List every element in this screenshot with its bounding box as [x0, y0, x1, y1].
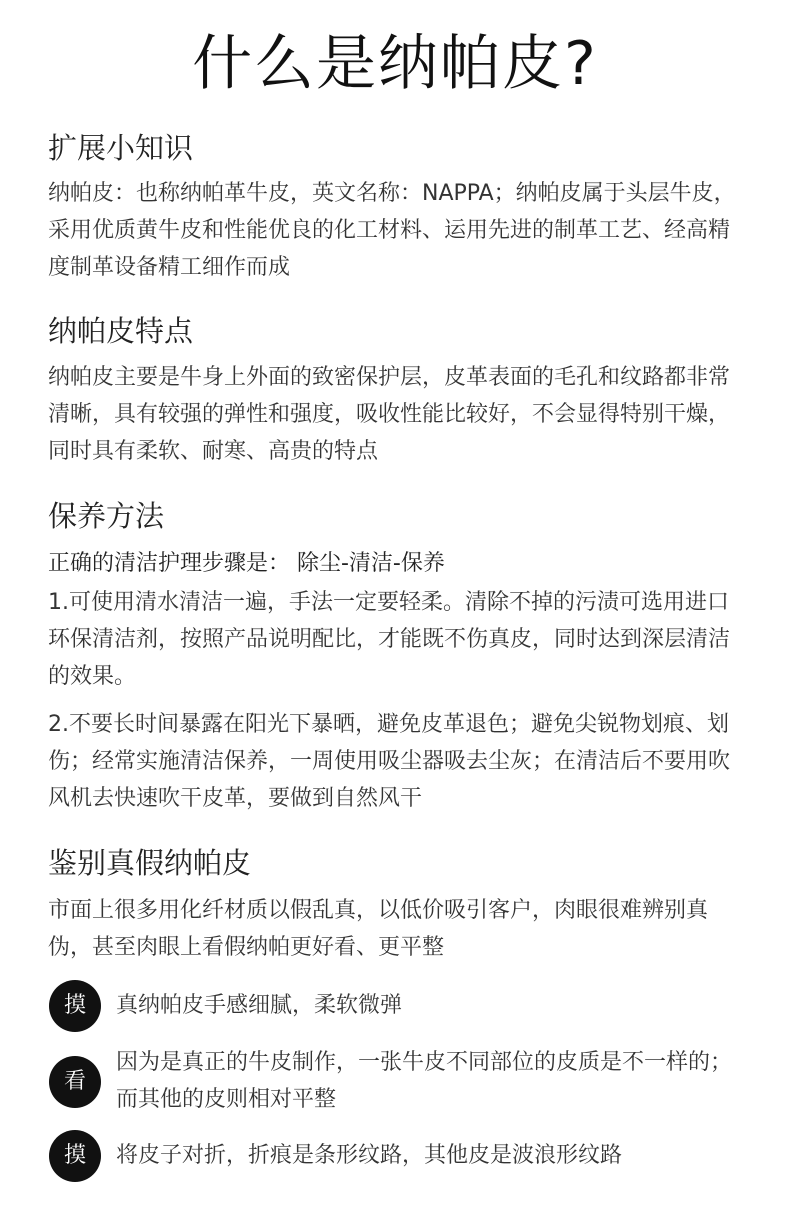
section-heading-knowledge: 扩展小知识 — [48, 131, 194, 165]
touch-badge: 摸 — [49, 980, 101, 1032]
maintenance-paragraph-1: 1.可使用清水清洁一遍，手法一定要轻柔。清除不掉的污渍可选用进口环保清洁剂，按照产品说明配比，才能既不伤真皮，同时达到深层清洁的效果。 — [48, 590, 731, 689]
cleaning-steps-label: 正确的清洁护理步骤是： 除尘-清洁-保养 — [48, 551, 445, 576]
maintenance-paragraph-2: 2.不要长时间暴露在阳光下暴晒，避免皮革退色；避免尖锐物划痕、划伤；经常实施清洁保养，一周使用吸尘器吸去尘灰；在清洁后不要用吹风机去快速吹干皮革，要做到自然风干 — [48, 712, 731, 811]
fold-badge: 摸 — [49, 1130, 101, 1182]
touch-point-text: 真纳帕皮手感细腻，柔软微弹 — [116, 993, 403, 1018]
features-paragraph: 纳帕皮主要是牛身上外面的致密保护层，皮革表面的毛孔和纹路都非常清晰，具有较强的弹性和强度，吸收性能比较好，不会显得特别干燥，同时具有柔软、耐寒、高贵的特点 — [48, 365, 731, 464]
look-point-text: 因为是真正的牛皮制作，一张牛皮不同部位的皮质是不一样的；而其他的皮则相对平整 — [116, 1050, 733, 1112]
knowledge-paragraph: 纳帕皮：也称纳帕革牛皮，英文名称：NAPPA；纳帕皮属于头层牛皮，采用优质黄牛皮和性能优良的化工材料、运用先进的制革工艺、经高精度制革设备精工细作而成 — [48, 181, 736, 280]
section-heading-identify: 鉴别真假纳帕皮 — [48, 846, 252, 880]
section-heading-maintenance: 保养方法 — [48, 499, 165, 533]
page-title: 什么是纳帕皮? — [192, 29, 598, 99]
fold-point-text: 将皮子对折，折痕是条形纹路，其他皮是波浪形纹路 — [116, 1143, 623, 1168]
look-badge: 看 — [49, 1056, 101, 1108]
section-heading-features: 纳帕皮特点 — [48, 314, 194, 348]
identify-paragraph: 市面上很多用化纤材质以假乱真，以低价吸引客户，肉眼很难辨别真伪，甚至肉眼上看假纳帕更好看、更平整 — [48, 898, 709, 960]
